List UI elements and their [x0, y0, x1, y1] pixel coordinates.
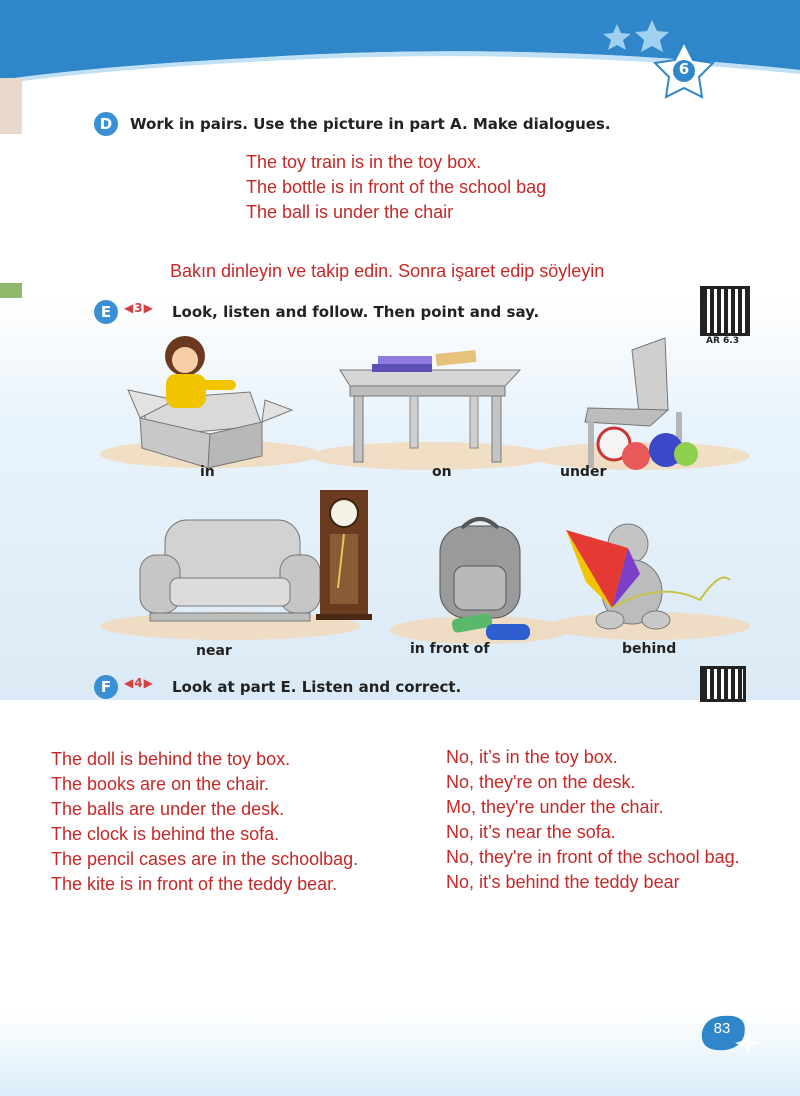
headphones-icon: ◀ — [124, 301, 134, 315]
qr-code-icon[interactable] — [700, 666, 746, 702]
play-icon: ▶ — [143, 301, 153, 315]
clock-icon — [316, 490, 372, 620]
section-d-line: The toy train is in the toy box. — [246, 152, 482, 172]
headphones-icon: ◀ — [124, 676, 134, 690]
statement: The books are on the chair. — [51, 774, 270, 794]
label-in: in — [200, 464, 215, 480]
statement: The kite is in front of the teddy bear. — [51, 874, 338, 894]
turkish-instruction: Bakın dinleyin ve takip edin. Sonra işaret edip söyleyin — [170, 261, 605, 281]
footer-band — [0, 1012, 800, 1096]
play-icon: ▶ — [143, 676, 153, 690]
statement: The doll is behind the toy box. — [51, 749, 291, 769]
audio-track-badge[interactable] — [124, 301, 153, 315]
schoolbag-icon — [440, 519, 520, 618]
section-f-instruction: Look at part E. Listen and correct. — [172, 678, 462, 696]
correction: No, they're on the desk. — [446, 772, 636, 792]
label-near: near — [196, 643, 232, 659]
label-on: on — [432, 464, 452, 480]
books-icon — [372, 350, 477, 372]
sofa-icon — [140, 520, 320, 621]
qr-code-icon[interactable] — [700, 286, 750, 336]
statement: The balls are under the desk. — [51, 799, 285, 819]
section-e-instruction: Look, listen and follow. Then point and say. — [172, 303, 540, 321]
correction: No, it's behind the teddy bear — [446, 872, 680, 892]
prepositions-illustration — [0, 330, 800, 660]
ar-code: AR 6.3 — [706, 336, 739, 346]
section-f-icon: F — [94, 675, 118, 699]
statement: The pencil cases are in the schoolbag. — [51, 849, 359, 869]
section-d-line: The bottle is in front of the school bag — [246, 177, 547, 197]
label-under: under — [560, 464, 607, 480]
statement: The clock is behind the sofa. — [51, 824, 280, 844]
track-number: 4 — [134, 676, 143, 690]
correction: No, it’s near the sofa. — [446, 822, 616, 842]
correction: No, it’s in the toy box. — [446, 747, 618, 767]
page-number: 83 — [713, 1020, 731, 1037]
track-number: 3 — [134, 301, 143, 315]
section-d-icon: D — [94, 112, 118, 136]
header-banner — [0, 0, 800, 110]
correction: Mo, they're under the chair. — [446, 797, 664, 817]
unit-number: 6 — [678, 60, 690, 78]
label-in-front-of: in front of — [410, 641, 490, 657]
section-e-icon: E — [94, 300, 118, 324]
section-d-instruction: Work in pairs. Use the picture in part A. Make dialogues. — [130, 115, 611, 133]
audio-track-badge[interactable] — [124, 676, 153, 690]
section-d-line: The ball is under the chair — [246, 202, 454, 222]
correction: No, they're in front of the school bag. — [446, 847, 740, 867]
left-page-edge — [0, 78, 22, 134]
label-behind: behind — [622, 641, 677, 657]
